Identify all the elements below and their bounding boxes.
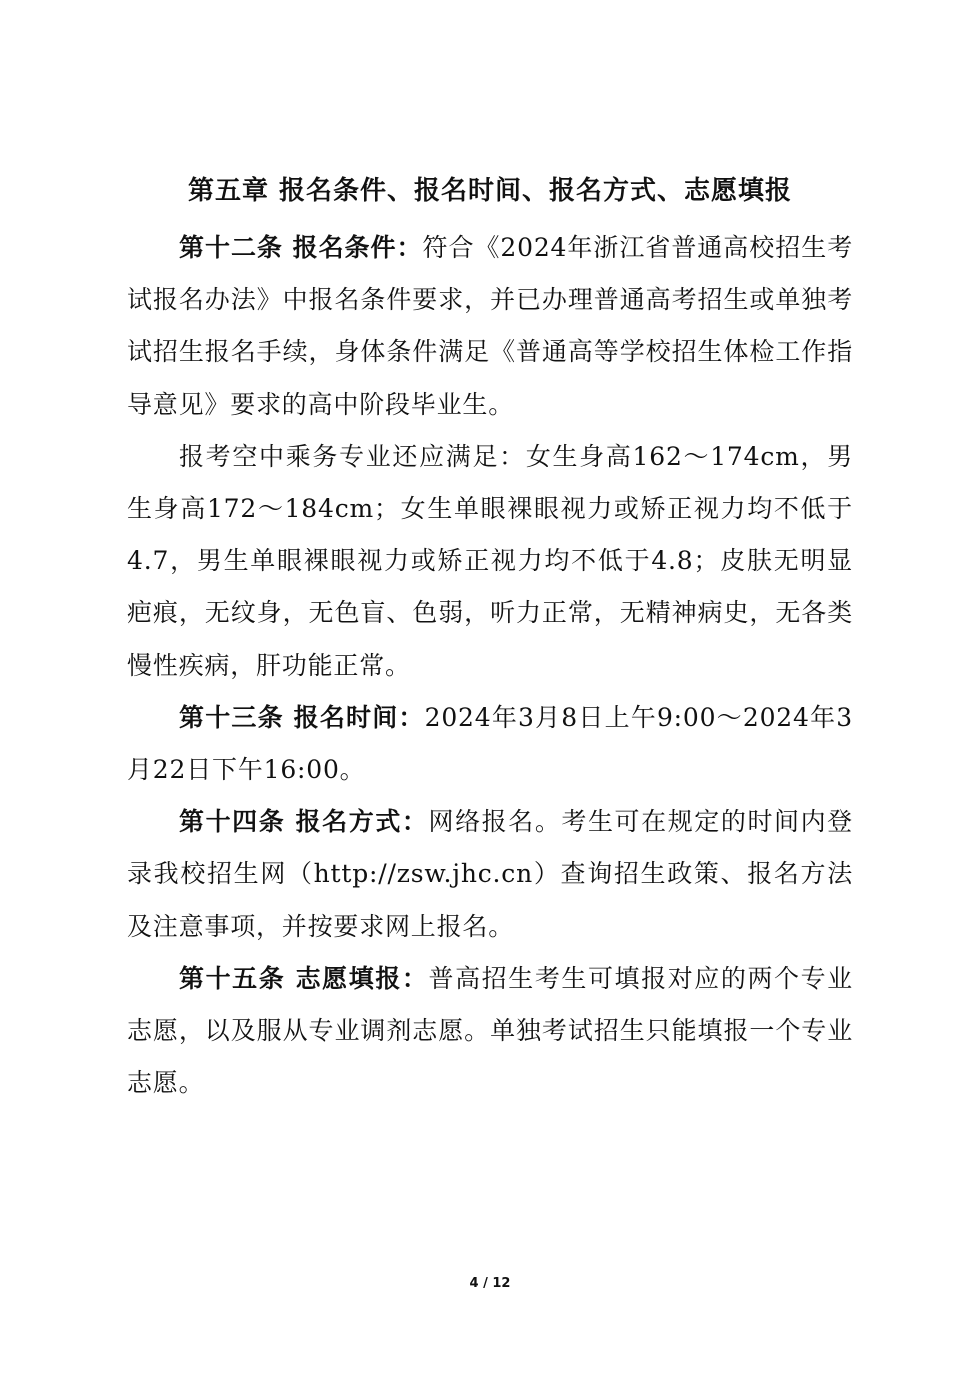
article-text: 2024年3月8日上午9:00～2024年3月22日下午16:00。 [127, 702, 853, 785]
page-number: 4 / 12 [469, 1276, 511, 1291]
article-14-paragraph [127, 796, 853, 953]
body-text [127, 222, 853, 1109]
article-label: 第十四条 报名方式： [179, 807, 429, 837]
article-label: 第十三条 报名时间： [179, 702, 425, 732]
article-12-paragraph [127, 222, 853, 431]
article-text: 符合《2024年浙江省普通高校招生考试报名办法》中报名条件要求，并已办理普通高考招生或单独考试招生报名手续，身体条件满足《普通高等学校招生体检工作指导意见》要求的高中阶段毕业生。 [127, 233, 853, 419]
flight-attendant-requirements-paragraph [127, 431, 853, 692]
article-label: 第十五条 志愿填报： [179, 963, 429, 993]
article-text: 普高招生考生可填报对应的两个专业志愿，以及服从专业调剂志愿。单独考试招生只能填报一个专业志愿。 [127, 963, 853, 1098]
article-text: 网络报名。考生可在规定的时间内登录我校招生网（http://zsw.jhc.cn）查询招生政策、报名方法及注意事项，并按要求网上报名。 [127, 807, 853, 941]
chapter-title: 第五章 报名条件、报名时间、报名方式、志愿填报 [187, 176, 793, 206]
article-13-paragraph [127, 692, 853, 796]
article-text: 报考空中乘务专业还应满足：女生身高162～174cm，男生身高172～184cm；女生单眼裸眼视力或矫正视力均不低于4.7，男生单眼裸眼视力或矫正视力均不低于4.8；皮肤无明显疤痕，无纹身，无色盲、色弱，听力正常，无精神病史，无各类慢性疾病，肝功能正常。 [127, 441, 853, 680]
article-15-paragraph [127, 953, 853, 1110]
article-label: 第十二条 报名条件： [179, 233, 423, 262]
